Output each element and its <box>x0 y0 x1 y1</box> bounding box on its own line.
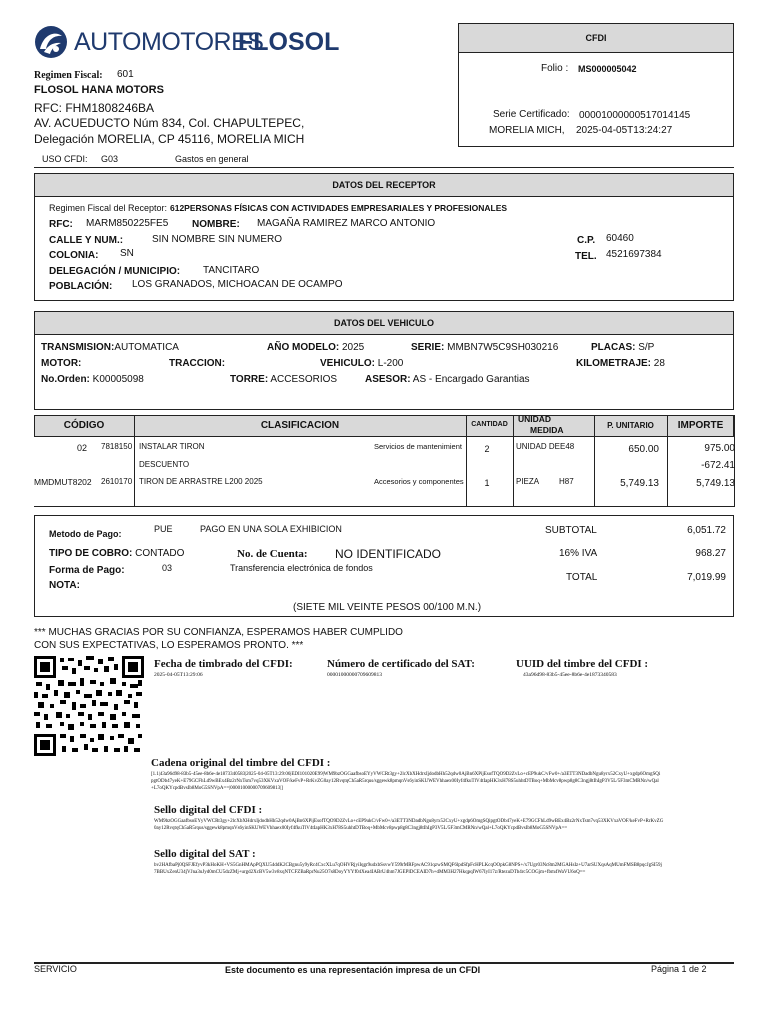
vehiculo-value: L-200 <box>377 358 404 369</box>
sello-cfdi-label: Sello digital del CFDI : <box>154 804 263 816</box>
row3-code-b: 2610170 <box>101 477 133 486</box>
issue-place: MORELIA MICH, <box>489 125 565 136</box>
vehiculo-placas <box>591 342 654 353</box>
receptor-colonia-label: COLONIA: <box>49 250 99 261</box>
anio-value: 2025 <box>342 342 365 353</box>
transmision-label: TRANSMISION: <box>41 342 115 353</box>
emitter-address-2: Delegación MORELIA, CP 45116, MORELIA MICH <box>34 132 305 146</box>
emitter-rfc: RFC: FHM1808246BA <box>34 101 155 115</box>
issue-datetime: 2025-04-05T13:24:27 <box>576 125 673 136</box>
placas-label: PLACAS: <box>591 342 636 353</box>
row1-price: 650.00 <box>628 444 659 455</box>
footer-divider <box>34 962 734 964</box>
vehiculo-anio <box>267 342 364 353</box>
footer-center: Este documento es una representación impresa de un CFDI <box>225 965 481 975</box>
forma-pago-label: Forma de Pago: <box>49 565 125 576</box>
row1-qty: 2 <box>484 444 490 454</box>
qr-code-icon <box>34 656 144 756</box>
iva-label: 16% IVA <box>559 548 598 559</box>
sello-sat-value: bv2HAfbaPj0QSFJEfyvP3kHoKH+VS5GnHMApPQXU54ddK2CBgnu5y9yRc4CxcXLu7qOHVRjyiIqgr9udxbSsvwY599rMRFpwAC91qzwSMQF6lpdSfpFcHPLKcqOOpkG8NPS+/x7Ugr03Nc8m2MGAHsIz+U7arSUXqsAqMUmFMSB8pqcJgSI59j7BBUxZenU34jVJna3uJyd0mCU5dzZMj+urgd2XcBV5w3v8xqNTCFZBaRprNu25O7s8DoyYYYf04Xea4IABrU4hm7JGEPlDCEAID7h+dMM3H27HkqpqIW67IyI17z/RtezuDTb4rc5COGjm+fbm4WaVU6oQ== <box>154 863 662 875</box>
cert-sat-value: 00001000000709609813 <box>327 672 382 678</box>
tipo-cobro-value: CONTADO <box>135 548 185 559</box>
receptor-cp-value: 60460 <box>606 233 634 244</box>
uso-cfdi-desc: Gastos en general <box>175 154 249 164</box>
receptor-calle-value: SIN NOMBRE SIN NUMERO <box>152 234 283 245</box>
row1-code-b: 7818150 <box>101 442 133 451</box>
col-unidad-1: UNIDAD <box>518 414 552 424</box>
receptor-tel-label: TEL. <box>575 251 597 262</box>
emitter-regimen-label: Regimen Fiscal: <box>34 70 103 81</box>
vehiculo-modelo <box>320 358 403 369</box>
vehiculo-label: VEHICULO: <box>320 358 375 369</box>
uuid-value: 43a96d98-83b5-45ee-8b6e-4e1873340583 <box>523 672 617 678</box>
cuenta-label: No. de Cuenta: <box>237 548 308 560</box>
metodo-pago-label: Metodo de Pago: <box>49 529 122 539</box>
row1-cat: Servicios de mantenimient <box>374 442 462 451</box>
footer-left: SERVICIO <box>34 964 77 974</box>
motor-label: MOTOR: <box>41 358 82 369</box>
iva-value: 968.27 <box>695 548 726 559</box>
vehiculo-orden <box>41 374 144 385</box>
receptor-tel-value: 4521697384 <box>606 249 662 260</box>
asesor-label: ASESOR: <box>365 374 411 385</box>
uso-cfdi-label: USO CFDI: <box>42 154 88 164</box>
receptor-regimen-value: 612PERSONAS FÍSICAS CON ACTIVIDADES EMPRESARIALES Y PROFESIONALES <box>170 203 508 213</box>
row3-code-a: MMDMUT8202 <box>34 477 92 487</box>
placas-value: S/P <box>638 342 655 353</box>
anio-label: AÑO MODELO: <box>267 342 340 353</box>
receptor-rfc-value: MARM850225FE5 <box>86 218 169 229</box>
tipo-cobro <box>49 548 184 559</box>
vehiculo-transmision <box>41 342 179 353</box>
items-bottom-line <box>34 506 734 507</box>
logo-wordmark-light: AUTOMOTORES <box>74 28 264 56</box>
cfdi-title: CFDI <box>458 23 734 53</box>
row2-amount: -672.41 <box>701 460 735 471</box>
receptor-regimen-label: Regimen Fiscal del Receptor: <box>49 203 168 213</box>
tipo-cobro-label: TIPO DE COBRO: <box>49 548 133 559</box>
receptor-poblacion-value: LOS GRANADOS, MICHOACAN DE OCAMPO <box>132 279 343 290</box>
orden-label: No.Orden: <box>41 374 90 385</box>
vehiculo-serie <box>411 342 558 353</box>
row3-qty: 1 <box>484 478 490 488</box>
folio-label: Folio : <box>541 63 569 74</box>
amount-in-words: (SIETE MIL VEINTE PESOS 00/100 M.N.) <box>293 602 482 613</box>
km-label: KILOMETRAJE: <box>576 358 651 369</box>
fecha-timbrado-value: 2025-04-05T13:29:06 <box>154 672 203 678</box>
emitter-name: FLOSOL HANA MOTORS <box>34 84 164 96</box>
serie-value: MMBN7W5C9SH030216 <box>447 342 559 353</box>
km-value: 28 <box>653 358 665 369</box>
total-label: TOTAL <box>566 572 598 583</box>
folio-value: MS000005042 <box>578 64 637 74</box>
row1-desc: INSTALAR TIRON <box>139 442 205 451</box>
row3-desc: TIRON DE ARRASTRE L200 2025 <box>139 477 263 486</box>
traccion-label: TRACCION: <box>169 358 226 369</box>
logo-wordmark-bold: FLOSOL <box>238 28 340 56</box>
forma-pago-code: 03 <box>162 563 173 573</box>
vehiculo-torre <box>230 374 337 385</box>
col-clasificacion: CLASIFICACION <box>260 420 340 431</box>
fecha-timbrado-label: Fecha de timbrado del CFDI: <box>154 658 293 670</box>
receptor-title: DATOS DEL RECEPTOR <box>34 173 734 197</box>
cuenta-value: NO IDENTIFICADO <box>335 547 442 561</box>
row3-unit-code: H87 <box>559 477 574 486</box>
subtotal-value: 6,051.72 <box>687 525 726 536</box>
receptor-delegacion-label: DELEGACIÓN / MUNICIPIO: <box>49 266 181 277</box>
row3-amount: 5,749.13 <box>696 478 735 489</box>
metodo-pago-desc: PAGO EN UNA SOLA EXHIBICION <box>200 524 342 534</box>
col-unidad-2: MEDIDA <box>530 425 564 435</box>
vehiculo-title: DATOS DEL VEHICULO <box>34 311 734 335</box>
torre-label: TORRE: <box>230 374 269 385</box>
col-codigo: CÓDIGO <box>63 420 105 431</box>
receptor-calle-label: CALLE Y NUM.: <box>49 235 124 246</box>
emitter-regimen-value: 601 <box>117 69 134 80</box>
row3-unit: PIEZA <box>516 477 540 486</box>
col-divider <box>513 415 514 507</box>
row1-unit: UNIDAD DEE48 <box>516 442 575 451</box>
receptor-cp-label: C.P. <box>577 235 596 246</box>
transmision-value: AUTOMATICA <box>114 342 179 353</box>
cadena-original-value: [1.1|43a96d98-83b5-45ee-8b6e-4e1873340583|2025-04-05T13:29:06|EDI101020E99|WM9bzOGGaafbsoEYyVWCRt3gy+2lcXbXHdrxIjdodbHh52qdw0AjBn6XPijEsofTQO9D2ZvLo+cEP9ukC/vFw0+/a3ETT3NDadbNgu8yrx52CxyU+xgdp6OmgSQipgtODb47yeK+E79GCFhLd9wBEx4Bz2rNxTsm7vq53XKVxaVOF/keFvP+RrKvZG0ay12RvqtqCh5aR5rqus/sggewk8pmqnVs6yinSKUWEVhhaex00Iyf4fkuTlV4tIapHK3xH78S5uhhtDTBoq+MbMcv8pwp8g8C3ngj8tIhIgP3V5L/5F3mCMRNn/wQal+L7oQKYcpdBvsIb8MoG5SNVpA==|00001000000709609813|] <box>151 772 661 791</box>
orden-value: K00005098 <box>92 374 144 385</box>
uso-divider <box>34 167 734 168</box>
serie-cert-value: 00001000000517014145 <box>579 110 691 121</box>
cadena-original-label: Cadena original del timbre del CFDI : <box>151 757 331 769</box>
receptor-colonia-value: SN <box>120 248 134 259</box>
col-divider <box>466 415 467 507</box>
asesor-value: AS - Encargado Garantias <box>412 374 530 385</box>
cert-sat-label: Número de certificado del SAT: <box>327 658 475 670</box>
sello-cfdi-value: WM9bzOGGaafbsoEYyVWCRt3gy+2lcXbXHdrxIjdodbHh52qdw0AjBn6XPijEsofTQO9D2ZvLo+cEP9ukC/vFw0+/a3ETT3NDadbNgu8yrx52CxyU+xgdp6OmgSQipgtODb47yeK+E79GCFhLd9wBEx4Bz2rNxTsm7vq53XKVxaVOF/keFvP+RrKvZG0ay12RvqtqCh5aR5rqus/sggewk8pmqnVs6yinSKUWEVhhaex00Iyf4fkuTlV4tIapHK3xH78S5uhhtDTBoq+MbMcv8pwp8g8C3ngj8tIhIgP3V5L/5F3mCMRNn/wQal+L7oQKYcpdBvsIb8MoG5SNVpA== <box>154 819 664 831</box>
total-value: 7,019.99 <box>687 572 726 583</box>
col-unitario: P. UNITARIO <box>607 421 654 430</box>
flosol-logo-icon <box>34 25 68 59</box>
uso-cfdi-code: G03 <box>101 154 119 164</box>
row3-price: 5,749.13 <box>620 478 659 489</box>
nota-label: NOTA: <box>49 580 80 591</box>
thanks-line-1: *** MUCHAS GRACIAS POR SU CONFIANZA, ESPERAMOS HABER CUMPLIDO <box>34 627 403 638</box>
thanks-line-2: CON SUS EXPECTATIVAS, LO ESPERAMOS PRONTO. *** <box>34 640 304 651</box>
emitter-address-1: AV. ACUEDUCTO Núm 834, Col. CHAPULTEPEC, <box>34 116 305 130</box>
col-importe: IMPORTE <box>677 420 724 431</box>
footer-page-number: Página 1 de 2 <box>651 964 707 974</box>
metodo-pago-code: PUE <box>154 524 173 534</box>
receptor-nombre-value: MAGAÑA RAMIREZ MARCO ANTONIO <box>257 218 436 229</box>
forma-pago-desc: Transferencia electrónica de fondos <box>230 563 373 573</box>
vehiculo-asesor <box>365 374 530 385</box>
receptor-poblacion-label: POBLACIÓN: <box>49 281 113 292</box>
row2-desc: DESCUENTO <box>139 460 190 469</box>
serie-label: SERIE: <box>411 342 445 353</box>
torre-value: ACCESORIOS <box>270 374 338 385</box>
receptor-rfc-label: RFC: <box>49 219 73 230</box>
row3-cat: Accesorios y componentes <box>374 477 464 486</box>
row1-amount: 975.00 <box>704 443 735 454</box>
receptor-delegacion-value: TANCITARO <box>203 265 260 276</box>
vehiculo-km <box>576 358 665 369</box>
uuid-label: UUID del timbre del CFDI : <box>516 658 649 670</box>
receptor-nombre-label: NOMBRE: <box>192 219 240 230</box>
row1-code-a: 02 <box>77 443 88 453</box>
subtotal-label: SUBTOTAL <box>545 525 597 536</box>
sello-sat-label: Sello digital del SAT : <box>154 848 256 860</box>
serie-cert-label: Serie Certificado: <box>493 109 570 120</box>
col-cantidad: CANTIDAD <box>471 421 508 428</box>
